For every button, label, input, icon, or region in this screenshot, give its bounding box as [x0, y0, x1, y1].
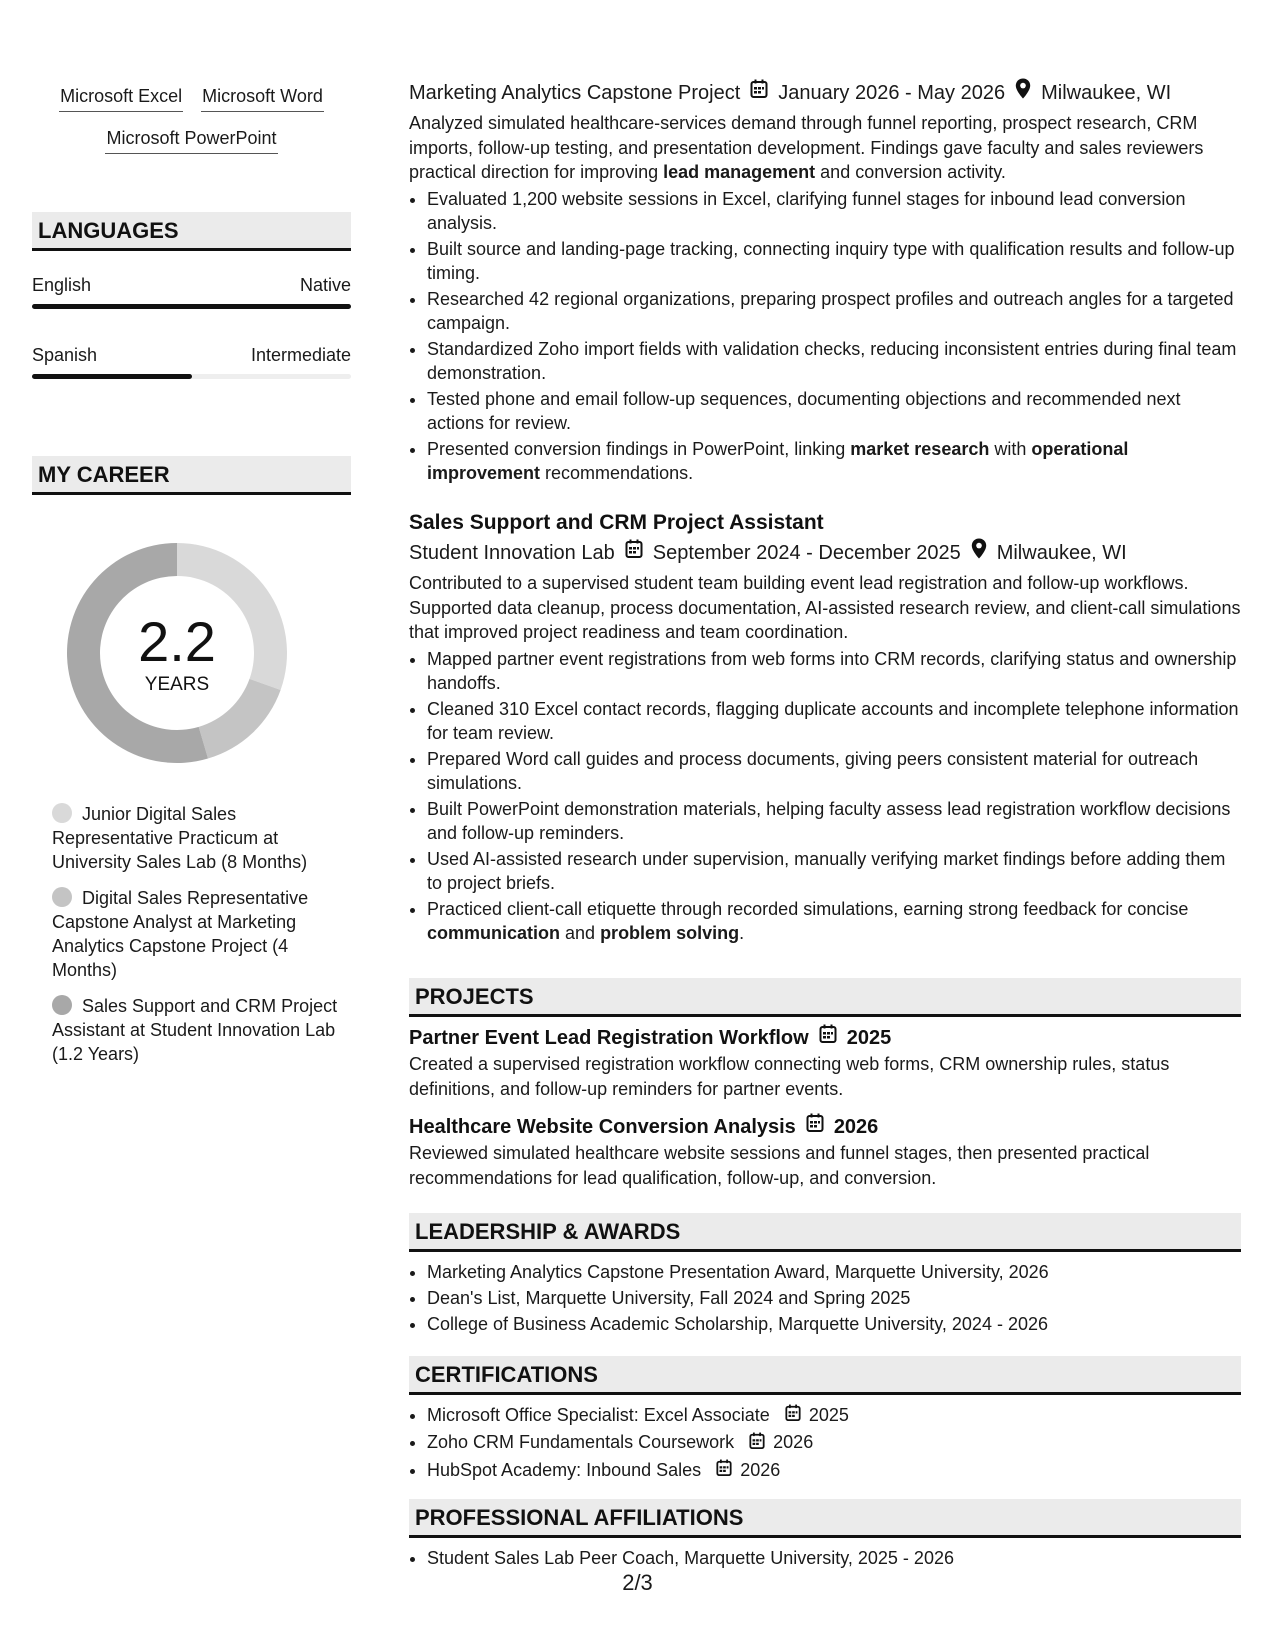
section-header-career: MY CAREER — [32, 456, 351, 495]
skills-list — [32, 84, 351, 168]
project-item — [409, 1024, 1241, 1101]
legend-dot — [52, 803, 72, 823]
experience-item — [409, 508, 1241, 947]
language-item — [32, 343, 351, 379]
career-legend-item — [52, 802, 352, 874]
bullet-item: • Presented conversion findings in PowerPoint, linking market research with operational improvement recommendations. — [427, 437, 1241, 485]
job-location: Milwaukee, WI — [1041, 81, 1172, 104]
career-legend-item — [52, 886, 352, 982]
bullet-item: • Evaluated 1,200 website sessions in Excel, clarifying funnel stages for inbound lead conversion analysis. — [427, 187, 1241, 235]
project-year: 2026 — [833, 1116, 879, 1138]
calendar-icon — [749, 1432, 765, 1456]
location-pin-icon — [971, 538, 987, 567]
languages-section — [32, 212, 351, 379]
experience-item — [409, 78, 1241, 487]
certifications-section — [409, 1356, 1241, 1485]
project-year: 2025 — [846, 1027, 892, 1049]
language-level: Native — [299, 275, 351, 295]
section-header-affiliations: PROFESSIONAL AFFILIATIONS — [409, 1499, 1241, 1538]
emphasis-text: problem solving — [600, 922, 740, 943]
job-org: Marketing Analytics Capstone Project — [409, 81, 741, 104]
awards-list — [409, 1260, 1241, 1336]
calendar-icon — [819, 1024, 837, 1052]
job-location: Milwaukee, WI — [996, 541, 1127, 564]
bullet-item: • Practiced client-call etiquette through recorded simulations, earning strong feedback for concise communication and problem solving. — [427, 897, 1241, 945]
legend-label: Sales Support and CRM Project Assistant at Student Innovation Lab (1.2 Years) — [52, 996, 338, 1064]
section-header-projects: PROJECTS — [409, 978, 1241, 1017]
language-level: Intermediate — [250, 345, 351, 365]
career-total-unit: YEARS — [144, 674, 210, 695]
bullet-item: • Prepared Word call guides and process documents, giving peers consistent material for outreach simulations. — [427, 747, 1241, 795]
calendar-icon — [806, 1113, 824, 1141]
award-item: • Dean's List, Marquette University, Fall 2024 and Spring 2025 — [427, 1286, 1241, 1310]
calendar-icon — [625, 539, 643, 567]
emphasis-text: communication — [427, 922, 561, 943]
project-item — [409, 1113, 1241, 1190]
job-title: Sales Support and CRM Project Assistant — [409, 511, 824, 534]
section-header-awards: LEADERSHIP & AWARDS — [409, 1213, 1241, 1252]
legend-dot — [52, 995, 72, 1015]
bullet-item: • Cleaned 310 Excel contact records, flagging duplicate accounts and incomplete telephone information for team review. — [427, 697, 1241, 745]
project-title: Healthcare Website Conversion Analysis — [409, 1116, 796, 1138]
career-donut-chart — [64, 540, 290, 766]
calendar-icon — [716, 1459, 732, 1483]
award-item: • Marketing Analytics Capstone Presentation Award, Marquette University, 2026 — [427, 1260, 1241, 1284]
affiliations-list — [409, 1546, 1241, 1570]
legend-dot — [52, 887, 72, 907]
skill-tag: Microsoft PowerPoint — [105, 126, 277, 154]
language-bar — [32, 374, 351, 379]
location-pin-icon — [1015, 78, 1031, 107]
legend-label: Junior Digital Sales Representative Practicum at University Sales Lab (8 Months) — [52, 804, 308, 872]
certification-item — [427, 1458, 1241, 1483]
certification-year: 2025 — [808, 1405, 849, 1425]
certification-name: Zoho CRM Fundamentals Coursework — [427, 1432, 735, 1453]
calendar-icon — [785, 1404, 801, 1428]
legend-label: Digital Sales Representative Capstone Analyst at Marketing Analytics Capstone Project (4 Months) — [52, 888, 309, 980]
bullet-item: • Built PowerPoint demonstration materials, helping faculty assess lead registration workflow decisions and follow-up reminders. — [427, 797, 1241, 845]
affiliations-section — [409, 1499, 1241, 1572]
certification-year: 2026 — [740, 1459, 781, 1480]
section-header-languages: LANGUAGES — [32, 212, 351, 251]
skill-tag: Microsoft Word — [201, 84, 324, 112]
job-summary: Analyzed simulated healthcare-services demand through funnel reporting, prospect research, CRM imports, follow-up testing, and presentation development. Findings gave faculty and sales reviewers practical direction for improving lead management and conversion activity. — [409, 113, 1204, 182]
affiliation-item: • Student Sales Lab Peer Coach, Marquette University, 2025 - 2026 — [427, 1546, 1241, 1570]
bullet-item: • Mapped partner event registrations from web forms into CRM records, clarifying status and ownership handoffs. — [427, 647, 1241, 695]
language-name: Spanish — [32, 345, 98, 365]
project-description: Created a supervised registration workflow connecting web forms, CRM ownership rules, status definitions, and follow-up reminders for partner events. — [409, 1054, 1170, 1099]
award-item: • College of Business Academic Scholarship, Marquette University, 2024 - 2026 — [427, 1312, 1241, 1336]
certification-name: HubSpot Academy: Inbound Sales — [427, 1459, 702, 1480]
career-legend-item — [52, 994, 352, 1066]
language-bar — [32, 304, 351, 309]
bullet-item: • Tested phone and email follow-up sequences, documenting objections and recommended next actions for review. — [427, 387, 1241, 435]
job-org: Student Innovation Lab — [409, 541, 615, 564]
section-header-certifications: CERTIFICATIONS — [409, 1356, 1241, 1395]
language-bar-fill — [32, 304, 351, 309]
bullet-item: • Standardized Zoho import fields with validation checks, reducing inconsistent entries during final team demonstration. — [427, 337, 1241, 385]
job-dates: September 2024 - December 2025 — [652, 541, 961, 564]
job-header-line — [409, 538, 1241, 567]
emphasis-text: operational improvement — [427, 438, 1129, 483]
language-name: English — [32, 275, 92, 295]
bullet-item: • Built source and landing-page tracking, connecting inquiry type with qualification results and follow-up timing. — [427, 237, 1241, 285]
skill-tag: Microsoft Excel — [59, 84, 183, 112]
career-total-value: 2.2 — [138, 610, 216, 673]
certification-name: Microsoft Office Specialist: Excel Associate — [427, 1405, 770, 1425]
emphasis-text: market research — [850, 438, 990, 459]
bullet-item: • Researched 42 regional organizations, preparing prospect profiles and outreach angles for a targeted campaign. — [427, 287, 1241, 335]
bullet-item: • Used AI-assisted research under supervision, manually verifying market findings before adding them to project briefs. — [427, 847, 1241, 895]
certifications-list — [409, 1403, 1241, 1483]
emphasis-text: lead management — [663, 162, 816, 182]
project-title: Partner Event Lead Registration Workflow — [409, 1027, 809, 1049]
projects-section — [409, 978, 1241, 1190]
language-bar-fill — [32, 374, 192, 379]
career-section — [32, 456, 351, 495]
project-description: Reviewed simulated healthcare website sessions and funnel stages, then presented practical recommendations for lead qualification, follow-up, and conversion. — [409, 1143, 1150, 1188]
certification-item — [427, 1430, 1241, 1455]
page-number: 2/3 — [622, 1570, 653, 1595]
calendar-icon — [750, 79, 768, 107]
job-bullets — [409, 187, 1241, 485]
awards-section — [409, 1213, 1241, 1338]
job-dates: January 2026 - May 2026 — [778, 81, 1006, 104]
job-bullets — [409, 647, 1241, 945]
job-summary: Contributed to a supervised student team building event lead registration and follow-up workflows. Supported data cleanup, process documentation, AI-assisted research review, and client-call simulations that improved project readiness and team coordination. — [409, 573, 1241, 642]
career-legend — [52, 802, 352, 1078]
job-header-line — [409, 78, 1241, 107]
certification-year: 2026 — [773, 1432, 814, 1453]
certification-item — [427, 1403, 1241, 1428]
language-item — [32, 273, 351, 309]
